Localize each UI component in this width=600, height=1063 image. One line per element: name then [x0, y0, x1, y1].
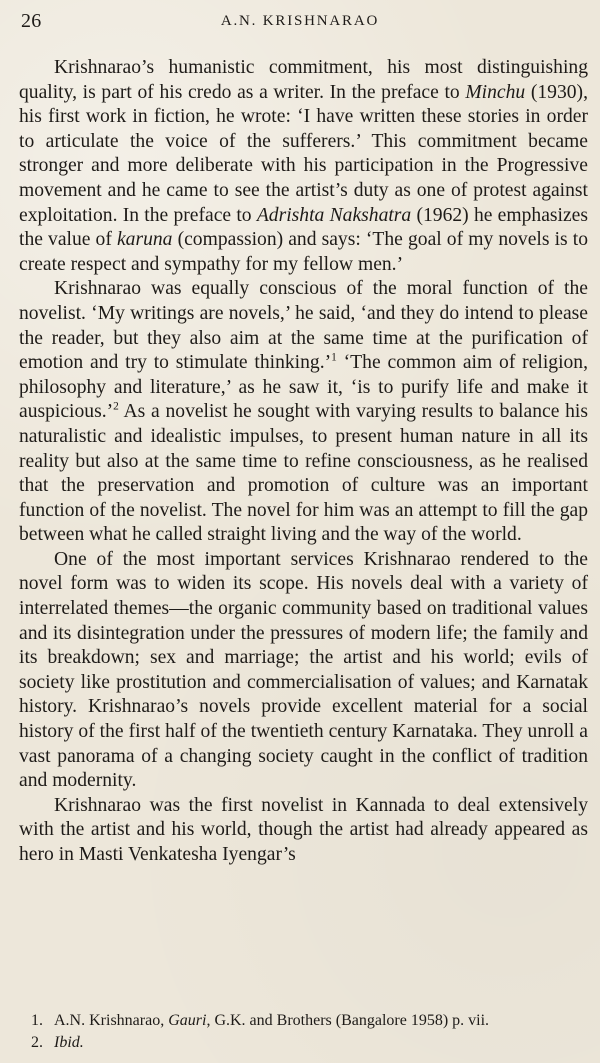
footnotes: [31, 1010, 571, 1054]
footnote-text: Ibid.: [54, 1034, 84, 1051]
paragraph-moral-function: [19, 277, 588, 548]
term-karuna: karuna: [116, 229, 173, 251]
paragraph-artist-world: Krishnarao was the first novelist in Kannada to deal extensively with the artist and his world, though the artist had already appeared as hero in Masti Venkatesha Iyengar’s: [19, 794, 588, 865]
footnote-text: , G.K. and Brothers (Bangalore 1958) p. vii.: [206, 1012, 490, 1029]
paragraph-humanistic-commitment: [19, 56, 588, 277]
paragraph-text: (1962) he emphasizes the value of: [19, 204, 589, 251]
running-head: A.N. KRISHNARAO: [220, 13, 380, 29]
paragraph-novel-scope: One of the most important services Krishnarao rendered to the novel form was to widen its scope. His novels deal with a variety of interrelated themes—the organic community based on traditional values and its disintegration under the pressures of modern life; the family and its breakdown; sex and marriage; the artist and his world; evils of society like prostitution and commercialisation of values; and Karnatak history. Krishnarao’s novels provide excellent material for a social history of the first half of the twentieth century Karnataka. They unroll a vast panorama of a changing society caught in the conflict of tradition and modernity.: [19, 548, 588, 792]
footnote-number: 2.: [31, 1034, 43, 1051]
paragraph-text: As a novelist he sought with varying results to balance his naturalistic and idealistic impulses, to present human nature in all its reality but also at the same time to refine consciousness, as he realised that the preservation and promotion of culture was an important function of the novelist. The novel for him was an attempt to fill the gap between what he called straight living and the way of the world.: [19, 401, 588, 546]
book-title-adrishta-nakshatra: Adrishta Nakshatra: [256, 204, 412, 226]
footnote-1: [31, 1010, 571, 1032]
footnote-number: 1.: [31, 1012, 43, 1029]
paragraph-text: Krishnarao was equally conscious of the moral function of the novelist. ‘My writings are novels,’ he said, ‘and they do intend to please the reader, but they also aim at the same time at the purification of emotion and try to stimulate thinking.’: [19, 278, 588, 374]
paragraph-text: (1930), his first work in fiction, he wrote: ‘I have written these stories in order to articulate the voice of the sufferers.’ This commitment became stronger and more deliberate with his participation in the Progressive movement and he came to see the artist’s duty as one of protest against exploitation. In the preface to: [19, 81, 588, 226]
paragraph-text: Krishnarao’s humanistic commitment, his most distinguishing quality, is part of his credo as a writer. In the preface to: [19, 57, 588, 103]
footnote-text: A.N. Krishnarao,: [54, 1012, 169, 1029]
page-header: [0, 10, 600, 38]
footnote-2: [31, 1032, 571, 1054]
page-number: 26: [21, 10, 42, 32]
body-text: [19, 56, 588, 868]
book-title-minchu: Minchu: [465, 81, 526, 103]
paragraph-text: ‘The common aim of religion, philosophy and literature,’ as he saw it, ‘is to purify life and make it auspicious.’: [19, 352, 589, 423]
footnote-reference-2: 2: [113, 400, 119, 413]
footnote-reference-1: 1: [331, 351, 337, 364]
paragraph-text: (compassion) and says: ‘The goal of my novels is to create respect and sympathy for my fellow men.’: [19, 229, 588, 275]
book-title-gauri: Gauri: [168, 1012, 207, 1029]
